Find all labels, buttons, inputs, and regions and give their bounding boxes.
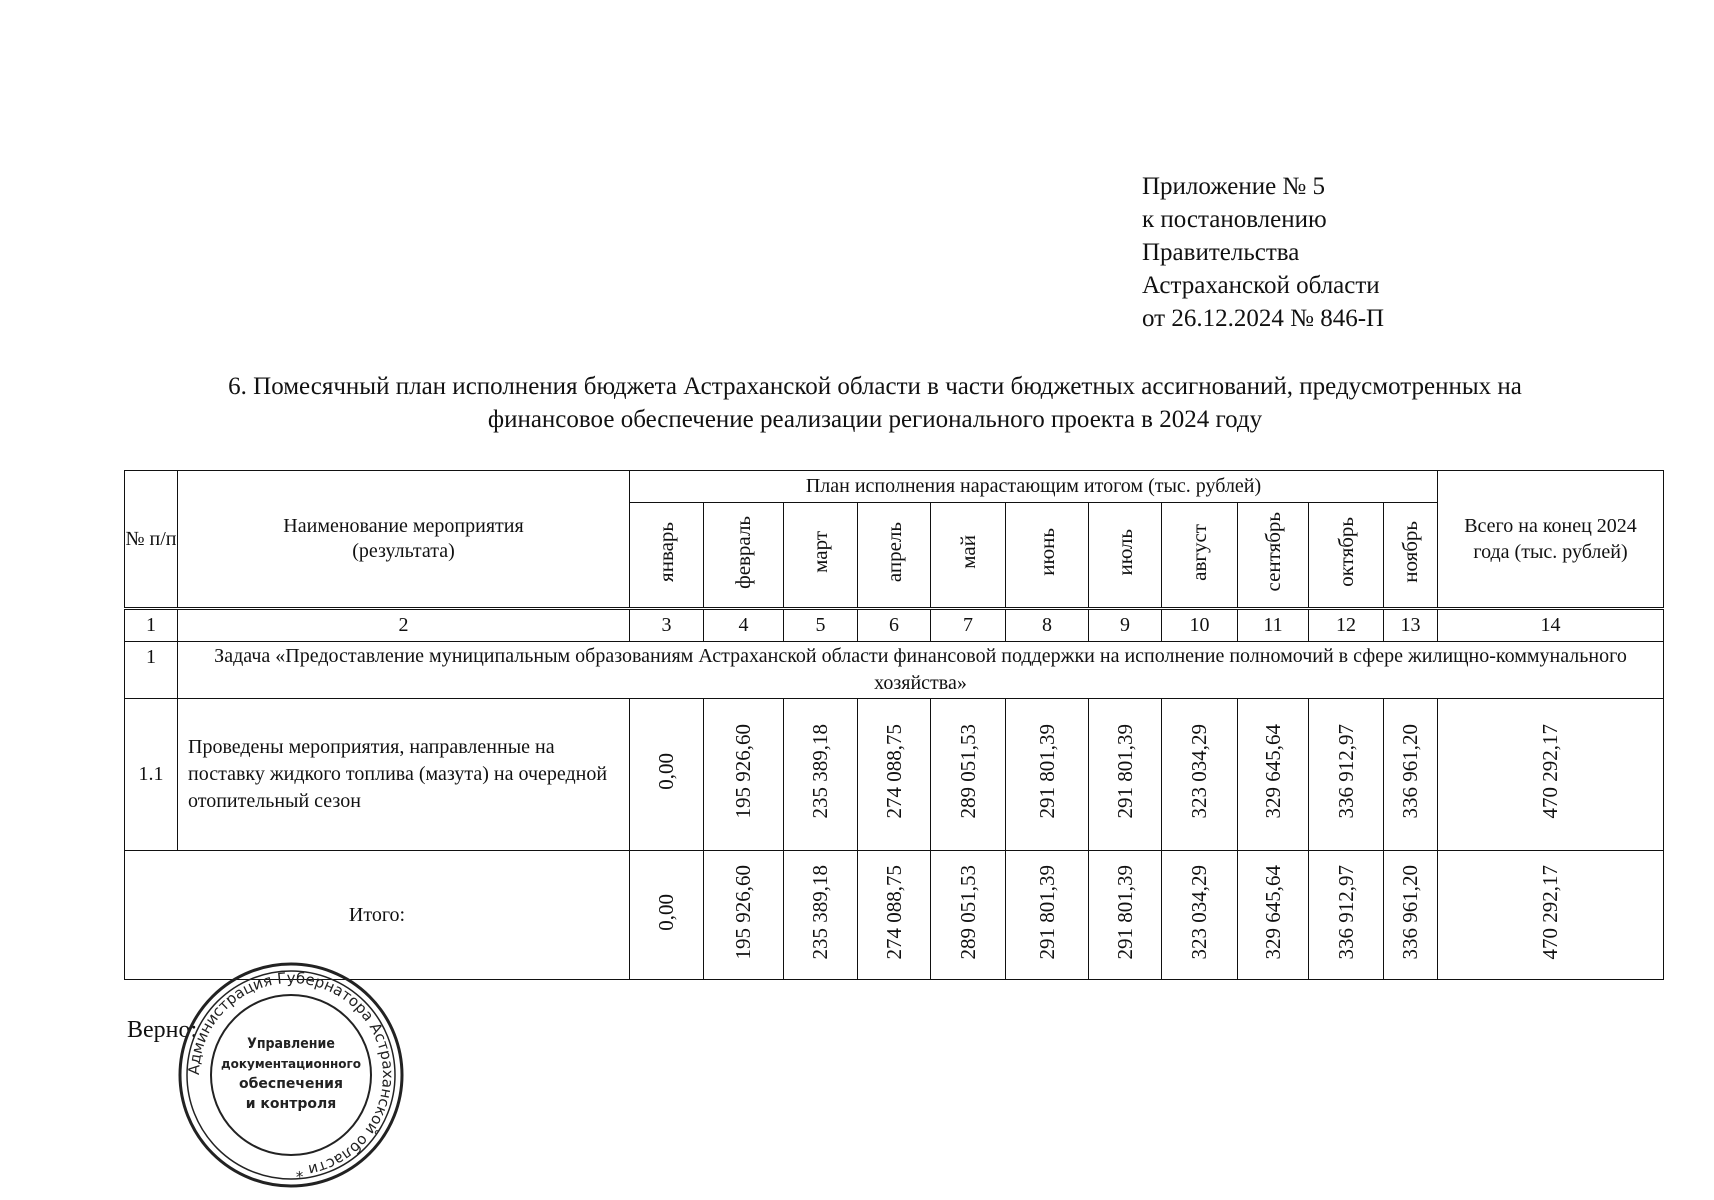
- month-header: январь: [630, 503, 704, 609]
- header-row-1: [125, 471, 1664, 503]
- seal-line-3: обеспечения: [239, 1076, 343, 1092]
- row-value: 291 801,39: [1006, 699, 1089, 851]
- row-value: 291 801,39: [1089, 699, 1162, 851]
- appendix-block: [1142, 170, 1384, 335]
- appendix-line-2: к постановлению: [1142, 206, 1327, 233]
- row-value: 289 051,53: [931, 699, 1006, 851]
- document-title: [110, 370, 1640, 436]
- itogo-value: 0,00: [630, 851, 704, 980]
- row-num: 1.1: [125, 699, 178, 851]
- itogo-value: 291 801,39: [1089, 851, 1162, 980]
- itogo-value: 336 912,97: [1309, 851, 1384, 980]
- header-name: Наименование мероприятия (результата): [178, 471, 630, 609]
- appendix-line-5: от 26.12.2024 № 846-П: [1142, 305, 1385, 332]
- row-total: 470 292,17: [1438, 699, 1664, 851]
- itogo-value: 289 051,53: [931, 851, 1006, 980]
- itogo-total: 470 292,17: [1438, 851, 1664, 980]
- row-value: 329 645,64: [1238, 699, 1309, 851]
- column-number: 2: [178, 609, 630, 642]
- month-header: март: [784, 503, 858, 609]
- header-total: Всего на конец 2024 года (тыс. рублей): [1438, 471, 1664, 609]
- table-row: [125, 699, 1664, 851]
- seal-line-4: и контроля: [245, 1096, 337, 1112]
- appendix-line-3: Правительства: [1142, 239, 1300, 266]
- itogo-label: Итого:: [125, 851, 630, 980]
- budget-plan-table: [124, 470, 1664, 980]
- appendix-line-1: Приложение № 5: [1142, 173, 1326, 200]
- column-number: 3: [630, 609, 704, 642]
- itogo-value: 323 034,29: [1162, 851, 1238, 980]
- task-num: 1: [125, 642, 178, 699]
- column-number: 14: [1438, 609, 1664, 642]
- itogo-value: 336 961,20: [1384, 851, 1438, 980]
- column-number: 4: [704, 609, 784, 642]
- itogo-value: 235 389,18: [784, 851, 858, 980]
- appendix-line-4: Астраханской области: [1142, 272, 1380, 299]
- seal-line-1: Управление: [247, 1036, 335, 1052]
- month-header: сентябрь: [1238, 503, 1309, 609]
- month-header: июль: [1089, 503, 1162, 609]
- document-title-line-1: 6. Помесячный план исполнения бюджета Астраханской области в части бюджетных ассигнований, предусмотренных на: [228, 373, 1522, 400]
- row-value: 195 926,60: [704, 699, 784, 851]
- column-number: 6: [858, 609, 931, 642]
- row-value: 323 034,29: [1162, 699, 1238, 851]
- column-number: 7: [931, 609, 1006, 642]
- column-number: 10: [1162, 609, 1238, 642]
- column-numbers-row: [125, 609, 1664, 642]
- seal-ring-text: [185, 969, 397, 1181]
- row-value: 0,00: [630, 699, 704, 851]
- signature-verno: Верно:: [127, 1017, 198, 1043]
- column-number: 11: [1238, 609, 1309, 642]
- official-seal: [176, 960, 406, 1190]
- document-title-line-2: финансовое обеспечение реализации регионального проекта в 2024 году: [487, 406, 1263, 433]
- row-value: 274 088,75: [858, 699, 931, 851]
- month-header: август: [1162, 503, 1238, 609]
- column-number: 1: [125, 609, 178, 642]
- column-number: 8: [1006, 609, 1089, 642]
- seal-ring-textpath: Администрация Губернатора Астраханской области *: [184, 968, 398, 1181]
- column-number: 5: [784, 609, 858, 642]
- header-plan: План исполнения нарастающим итогом (тыс. рублей): [630, 471, 1438, 503]
- row-value: 336 912,97: [1309, 699, 1384, 851]
- itogo-value: 291 801,39: [1006, 851, 1089, 980]
- itogo-value: 274 088,75: [858, 851, 931, 980]
- task-row: [125, 642, 1664, 699]
- month-header: май: [931, 503, 1006, 609]
- seal-line-2: документационного: [220, 1057, 362, 1071]
- month-header: февраль: [704, 503, 784, 609]
- header-num: № п/п: [125, 471, 178, 609]
- row-value: 336 961,20: [1384, 699, 1438, 851]
- column-number: 12: [1309, 609, 1384, 642]
- column-number: 9: [1089, 609, 1162, 642]
- task-text: Задача «Предоставление муниципальным образованиям Астраханской области финансовой поддержки на исполнение полномочий в сфере жилищно-коммунального хозяйства»: [178, 642, 1664, 699]
- itogo-value: 195 926,60: [704, 851, 784, 980]
- month-header: июнь: [1006, 503, 1089, 609]
- itogo-value: 329 645,64: [1238, 851, 1309, 980]
- month-header: октябрь: [1309, 503, 1384, 609]
- row-name: Проведены мероприятия, направленные на поставку жидкого топлива (мазута) на очередной отопительный сезон: [178, 699, 630, 851]
- month-header: апрель: [858, 503, 931, 609]
- row-value: 235 389,18: [784, 699, 858, 851]
- month-header: ноябрь: [1384, 503, 1438, 609]
- column-number: 13: [1384, 609, 1438, 642]
